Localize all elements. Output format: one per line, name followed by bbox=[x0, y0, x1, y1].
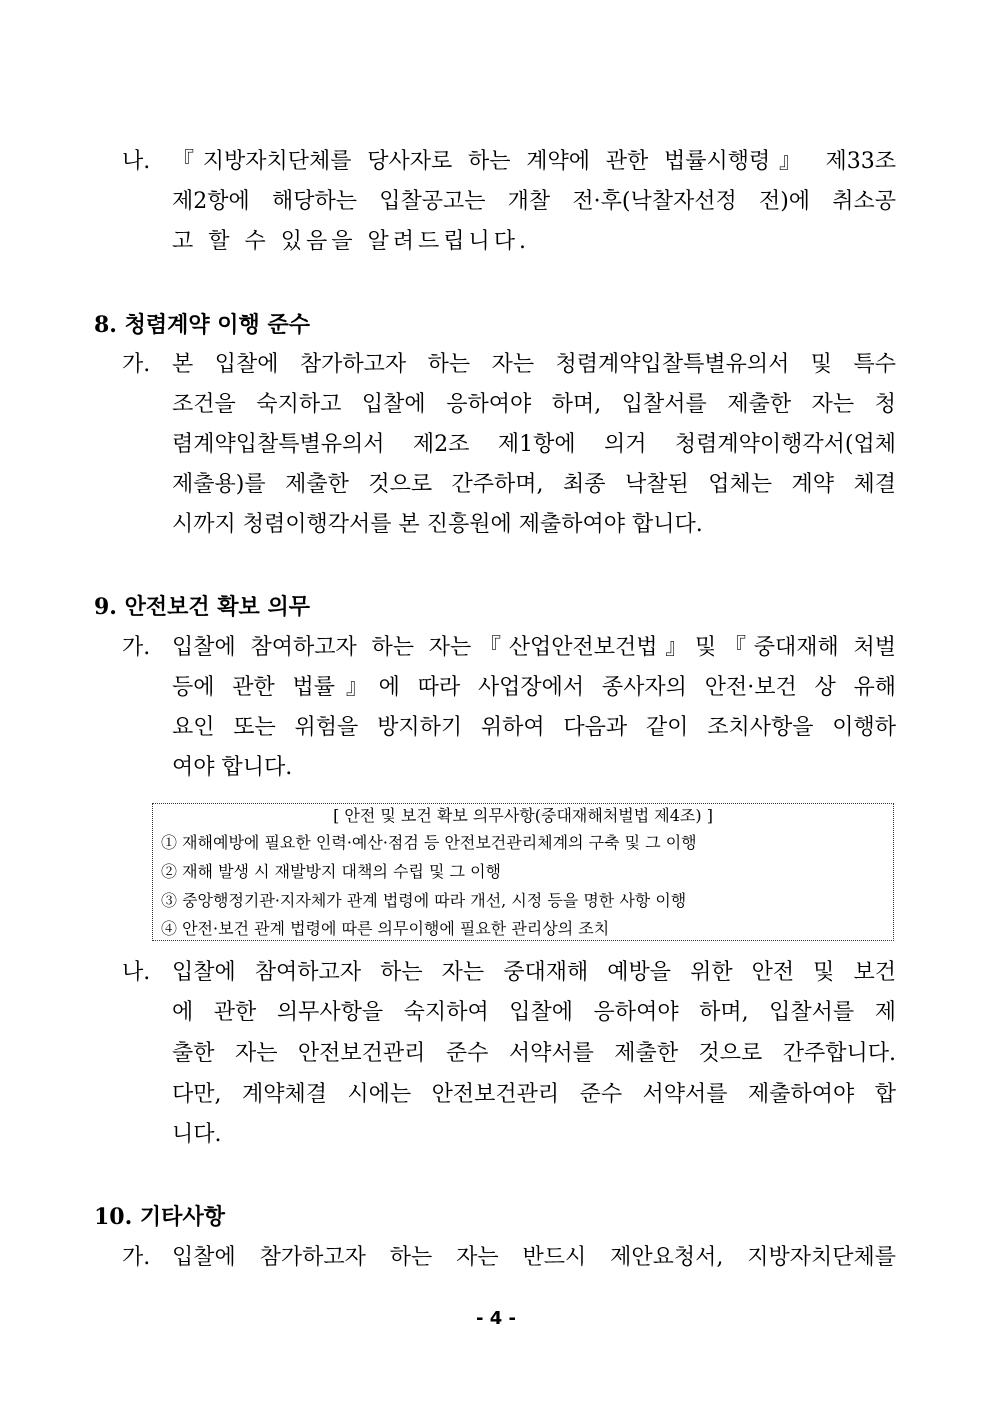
item-marker-na: 나. bbox=[122, 149, 151, 174]
paragraph-line: 조건을 숙지하고 입찰에 응하여야 하며, 입찰서를 제출한 자는 청 bbox=[172, 392, 896, 417]
obligation-item: ① 재해예방에 필요한 인력·예산·점검 등 안전보건관리체계의 구축 및 그 이행 bbox=[161, 833, 697, 852]
paragraph-line: 등에 관한 법률』에 따라 사업장에서 종사자의 안전·보건 상 유해 bbox=[172, 675, 896, 700]
section-heading-8: 8. 청렴계약 이행 준수 bbox=[94, 312, 310, 338]
paragraph-line: 렴계약입찰특별유의서 제2조 제1항에 의거 청렴계약이행각서(업체 bbox=[172, 432, 896, 457]
paragraph-line: 다만, 계약체결 시에는 안전보건관리 준수 서약서를 제출하여야 합 bbox=[172, 1082, 896, 1107]
paragraph-line: 제2항에 해당하는 입찰공고는 개찰 전·후(낙찰자선정 전)에 취소공 bbox=[172, 189, 896, 214]
paragraph-line: 입찰에 참여하고자 하는 자는『산업안전보건법』및『중대재해 처벌 bbox=[172, 635, 896, 660]
paragraph-line: 요인 또는 위험을 방지하기 위하여 다음과 같이 조치사항을 이행하 bbox=[172, 715, 896, 740]
paragraph-line: 입찰에 참여하고자 하는 자는 중대재해 예방을 위한 안전 및 보건 bbox=[172, 960, 896, 985]
paragraph-line: 제출용)를 제출한 것으로 간주하며, 최종 낙찰된 업체는 계약 체결 bbox=[172, 472, 896, 497]
page-number: - 4 - bbox=[476, 1308, 516, 1329]
paragraph-line: 고 할 수 있음을 알려드립니다. bbox=[172, 229, 530, 254]
paragraph-line: 『지방자치단체를 당사자로 하는 계약에 관한 법률시행령』 제33조 bbox=[172, 149, 896, 174]
paragraph-line: 출한 자는 안전보건관리 준수 서약서를 제출한 것으로 간주합니다. bbox=[172, 1041, 896, 1066]
obligation-item: ③ 중앙행정기관·지자체가 관계 법령에 따라 개선, 시정 등을 명한 사항 이행 bbox=[161, 891, 687, 910]
paragraph-line: 에 관한 의무사항을 숙지하여 입찰에 응하여야 하며, 입찰서를 제 bbox=[172, 1000, 896, 1025]
obligation-box bbox=[152, 803, 894, 941]
paragraph-line: 시까지 청렴이행각서를 본 진흥원에 제출하여야 합니다. bbox=[172, 512, 703, 537]
obligation-item: ④ 안전·보건 관계 법령에 따른 의무이행에 필요한 관리상의 조치 bbox=[161, 919, 610, 938]
item-marker-ga: 가. bbox=[122, 1245, 151, 1270]
item-marker-ga: 가. bbox=[122, 635, 151, 660]
paragraph-line: 여야 합니다. bbox=[172, 755, 293, 780]
obligation-box-title: [ 안전 및 보건 확보 의무사항(중대재해처벌법 제4조) ] bbox=[333, 806, 713, 825]
section-heading-10: 10. 기타사항 bbox=[94, 1204, 225, 1230]
item-marker-ga: 가. bbox=[122, 352, 151, 377]
obligation-item: ② 재해 발생 시 재발방지 대책의 수립 및 그 이행 bbox=[161, 862, 501, 881]
section-heading-9: 9. 안전보건 확보 의무 bbox=[94, 594, 310, 620]
paragraph-line: 니다. bbox=[172, 1122, 222, 1147]
item-marker-na: 나. bbox=[122, 960, 151, 985]
paragraph-line: 입찰에 참가하고자 하는 자는 반드시 제안요청서, 지방자치단체를 bbox=[172, 1245, 896, 1270]
paragraph-line: 본 입찰에 참가하고자 하는 자는 청렴계약입찰특별유의서 및 특수 bbox=[172, 352, 896, 377]
